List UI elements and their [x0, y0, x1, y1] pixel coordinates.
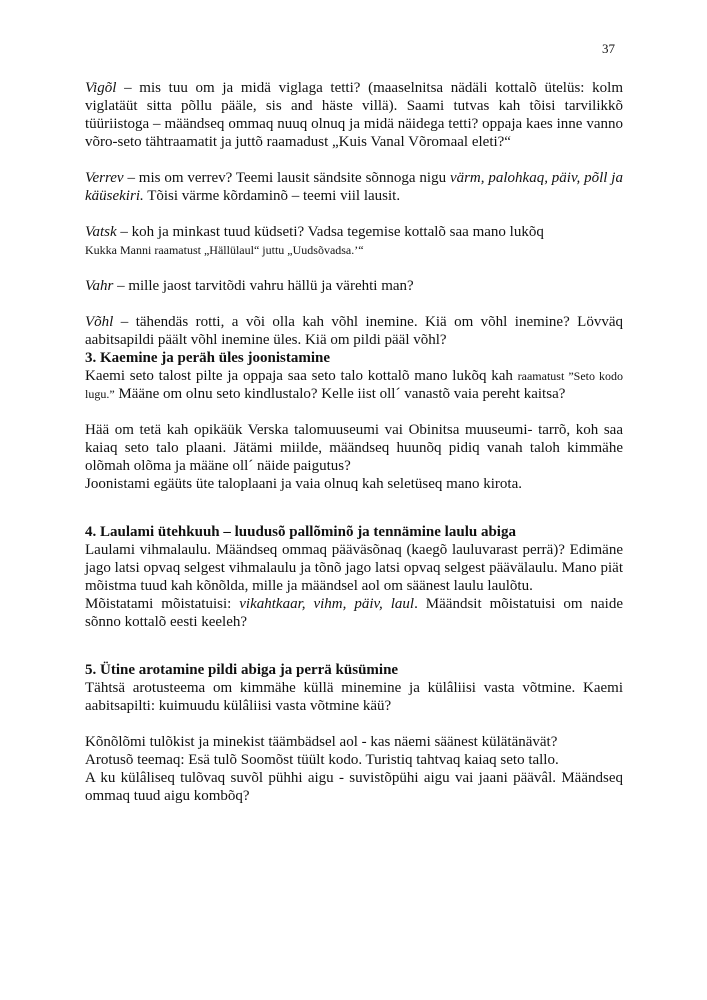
paragraph-verrev	[85, 169, 623, 205]
paragraph-vahr	[85, 277, 623, 295]
vohl-text: – tähendäs rotti, a või olla kah võhl inemine. Kiä om võhl inemine? Lövväq aabitsapildi päält võhl inemine üles. Kiä om pildi pääl võhl?	[85, 314, 623, 348]
vatsk-book-reference: Kukka Manni raamatust „Hällülaul“ juttu „Uudsõvadsa.’“	[85, 243, 364, 257]
section-4-p2-text: Mõistatami mõistatuisi:	[85, 596, 240, 612]
verrev-text-1: – mis om verrev? Teemi lausit sändsite sõnnoga nigu	[123, 170, 450, 186]
section-3-heading: 3. Kaemine ja peräh üles joonistamine	[85, 350, 330, 366]
vatsk-text: – koh ja minkast tuud küdseti? Vadsa tegemise kottalõ saa mano lukõq	[116, 224, 544, 240]
page-content	[85, 79, 623, 805]
section-5-paragraph-3: Arotusõ teemaq: Esä tulõ Soomõst tüült kodo. Turistiq tahtvaq kaiaq seto tallo.	[85, 752, 559, 768]
section-4-riddle-words: vikahtkaar, vihm, päiv, laul	[239, 596, 415, 612]
section-3-paragraph-2: Hää om tetä kah opikäük Verska talomuuseumi vai Obinitsa muuseumi- tarrõ, koh saa kaiaq seto talo plaani. Jätämi miilde, määndseq huunõq pidiq vanah taloh kimmähe olõmah olõma ja määne oll´ näide paigutus?	[85, 422, 623, 474]
vigol-text: – mis tuu om ja midä viglaga tetti? (maaselnitsa nädäli kottalõ ütelüs: kolm viglatäüt sitta põllu pääle, sis and häste villä). Saami tutvas kah tõisi tarvilikkõ tüüriistoga – määndseq ommaq nuuq olnuq ja midä näidega tetti? oppaja kaes inne vanno võro-seto tähtraamatit ja juttõ raamadust „Kuis Vanal Võromaal eleti?“	[85, 80, 623, 150]
section-4-p2-text-2: . Määndsit mõistatuisi om naide sõnno kottalõ eesti keeleh?	[85, 596, 623, 630]
section-5-paragraph-4: A ku külâliseq tulõvaq suvõl pühhi aigu - suvistõpühi aigu vai jaani päävâl. Määndseq ommaq tuud aigu kombõq?	[85, 770, 623, 804]
vahr-text: – mille jaost tarvitõdi vahru hällü ja värehti man?	[113, 278, 414, 294]
term-vahr: Vahr	[85, 278, 114, 294]
term-vatsk: Vatsk	[85, 224, 117, 240]
section-4-paragraph-1: Laulami vihmalaulu. Määndseq ommaq pääväsõnaq (kaegõ lauluvarast perrä)? Edimäne jago latsi opvaq selgest vihmalaulu ja tõnõ jago latsi opvaq selgest päävälaulu. Mano piät mõistma tuud kah kõnõlda, mille ja määndsel aol om säänest laulu laulõtu.	[85, 542, 623, 594]
paragraph-vohl	[85, 313, 623, 349]
section-5-paragraph-2: Kõnõlõmi tulõkist ja minekist täämbädsel aol - kas näemi säänest külätänävät?	[85, 734, 558, 750]
section-5-paragraph-1: Tähtsä arotusteema om kimmähe küllä minemine ja külâliisi vasta võtmine. Kaemi aabitsapilti: kuimuudu külâliisi vasta võtmine käü?	[85, 680, 623, 714]
section-3-p1-text: Kaemi seto talost pilte ja oppaja saa seto talo kottalõ mano lukõq kah	[85, 368, 518, 384]
term-vohl: Võhl	[85, 314, 114, 330]
paragraph-vatsk	[85, 223, 623, 259]
section-5-heading: 5. Ütine arotamine pildi abiga ja perrä küsümine	[85, 662, 399, 678]
paragraph-vigol	[85, 79, 623, 151]
section-3-paragraph-3: Joonistami egäüts üte taloplaani ja vaia olnuq kah seletüseq mano kirota.	[85, 476, 522, 492]
term-vigol: Vigõl	[85, 80, 117, 96]
verrev-italic-words: värm, palohkaq, päiv, põll ja käüsekiri.	[85, 170, 623, 204]
term-verrev: Verrev	[85, 170, 124, 186]
verrev-text-2: Tõisi värme kõrdaminõ – teemi viil lausit.	[143, 188, 401, 204]
section-4-paragraph-2	[85, 595, 623, 631]
section-4-heading: 4. Laulami ütehkuuh – luudusõ pallõminõ ja tennämine laulu abiga	[85, 524, 516, 540]
page-number: 37	[602, 41, 615, 56]
section-3-paragraph-1	[85, 367, 623, 403]
section-3-book-reference: raamatust ”Seto kodo lugu.”	[85, 369, 623, 401]
section-3-p1-text-2: Määne om olnu seto kindlustalo? Kelle iist oll´ vanastõ vaia pereht kaitsa?	[114, 386, 566, 402]
